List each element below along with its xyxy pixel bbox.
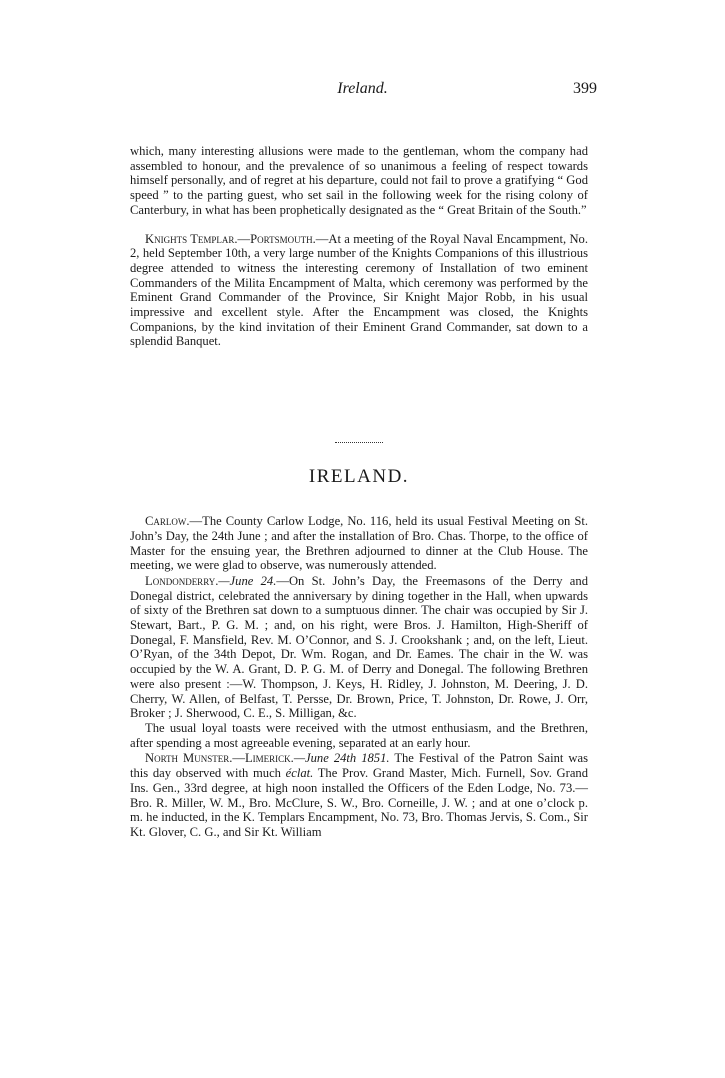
- paragraph-lead: Carlow.: [145, 514, 190, 529]
- paragraph-londonderry: Londonderry.—June 24.—On St. John’s Day, the Freemasons of the Derry and Donegal district, celebrated the anniversary by dining together in the Hall, when upwards of sixty of the Brethren sat down to a sumptuous dinner. The chair was occupied by Sir J. Stewart, Bart., P. G. M. ; and, on his right, were Bros. J. Hamilton, High-Sheriff of Donegal, F. Mansfield, Rev. M. O’Connor, and S. J. Crookshank ; and, on the left, Lieut. O’Ryan, of the 34th Depot, Dr. Wm. Rogan, and Dr. Eames. The chair in the W. was occupied by the W. A. Grant, D. P. G. M. of Derry and Donegal. The following Brethren were also present :—W. Thompson, J. Keys, H. Ridley, J. Johnston, M. Deering, J. D. Cherry, W. Allen, of Belfast, T. Persse, Dr. Brown, Price, T. Johnston, Dr. Rowe, J. Orr, Broker ; J. Sherwood, C. E., S. Milligan, &c.: [130, 573, 588, 721]
- paragraph-knights-templar: Knights Templar.—Portsmouth.—At a meeting of the Royal Naval Encampment, No. 2, held September 10th, a very large number of the Knights Companions of this illustrious degree attended to witness the interesting ceremony of Installation of two eminent Commanders of the Milita Encampment of Malta, which ceremony was performed by the Eminent Grand Commander of the Province, Sir Knight Major Robb, in his usual impressive and excellent style. After the Encampment was closed, the Knights Companions, by the kind invitation of their Eminent Grand Commander, sat down to a splendid Banquet.: [130, 231, 588, 349]
- paragraph-toasts: The usual loyal toasts were received with the utmost enthusiasm, and the Brethren, after spending a most agreeable evening, separated at an early hour.: [130, 720, 588, 750]
- paragraph-carlow: Carlow.—The County Carlow Lodge, No. 116, held its usual Festival Meeting on St. John’s Day, the 24th June ; and after the installation of Bro. Chas. Thorpe, to the office of Master for the ensuing year, the Brethren adjourned to dinner at the Club House. The meeting, we were glad to observe, was numerously attended.: [130, 514, 588, 573]
- section-title: IRELAND.: [308, 466, 410, 488]
- paragraph-north-munster: North Munster.—Limerick.—June 24th 1851. The Festival of the Patron Saint was this day observed with much éclat. The Prov. Grand Master, Mich. Furnell, Sov. Grand Ins. Gen., 33rd degree, at high noon installed the Officers of the Eden Lodge, No. 73.—Bro. R. Miller, W. M., Bro. McClure, S. W., Bro. Corneille, J. W. ; and at one o’clock p. m. he inducted, in the K. Templars Encampment, No. 73, Bro. Thomas Jervis, S. Com., Sir Kt. Glover, C. G., and Sir Kt. William: [130, 751, 588, 839]
- page-header: [0, 80, 725, 104]
- paragraph-lead: Londonderry.: [145, 573, 219, 588]
- paragraph-lead: North Munster.—Limerick.: [145, 751, 294, 766]
- section-divider: [335, 442, 383, 443]
- paragraph-date: —June 24.: [218, 573, 277, 588]
- page-body: [130, 144, 588, 840]
- running-title: Ireland.: [337, 80, 388, 97]
- paragraph-continuation: which, many interesting allusions were made to the gentleman, whom the company had assembled to honour, and the prevalence of so unanimous a feeling of respect towards himself personally, and of regret at his departure, could not fail to prove a gratifying “ God speed ” to the parting guest, who set sail in the following week for the rising colony of Canterbury, in what has been prophetically designated as the “ Great Britain of the South.”: [130, 144, 588, 217]
- paragraph-lead: Knights Templar.—Portsmouth.: [145, 231, 316, 246]
- page-number: 399: [573, 80, 597, 97]
- paragraph-date: —June 24th 1851.: [293, 751, 390, 766]
